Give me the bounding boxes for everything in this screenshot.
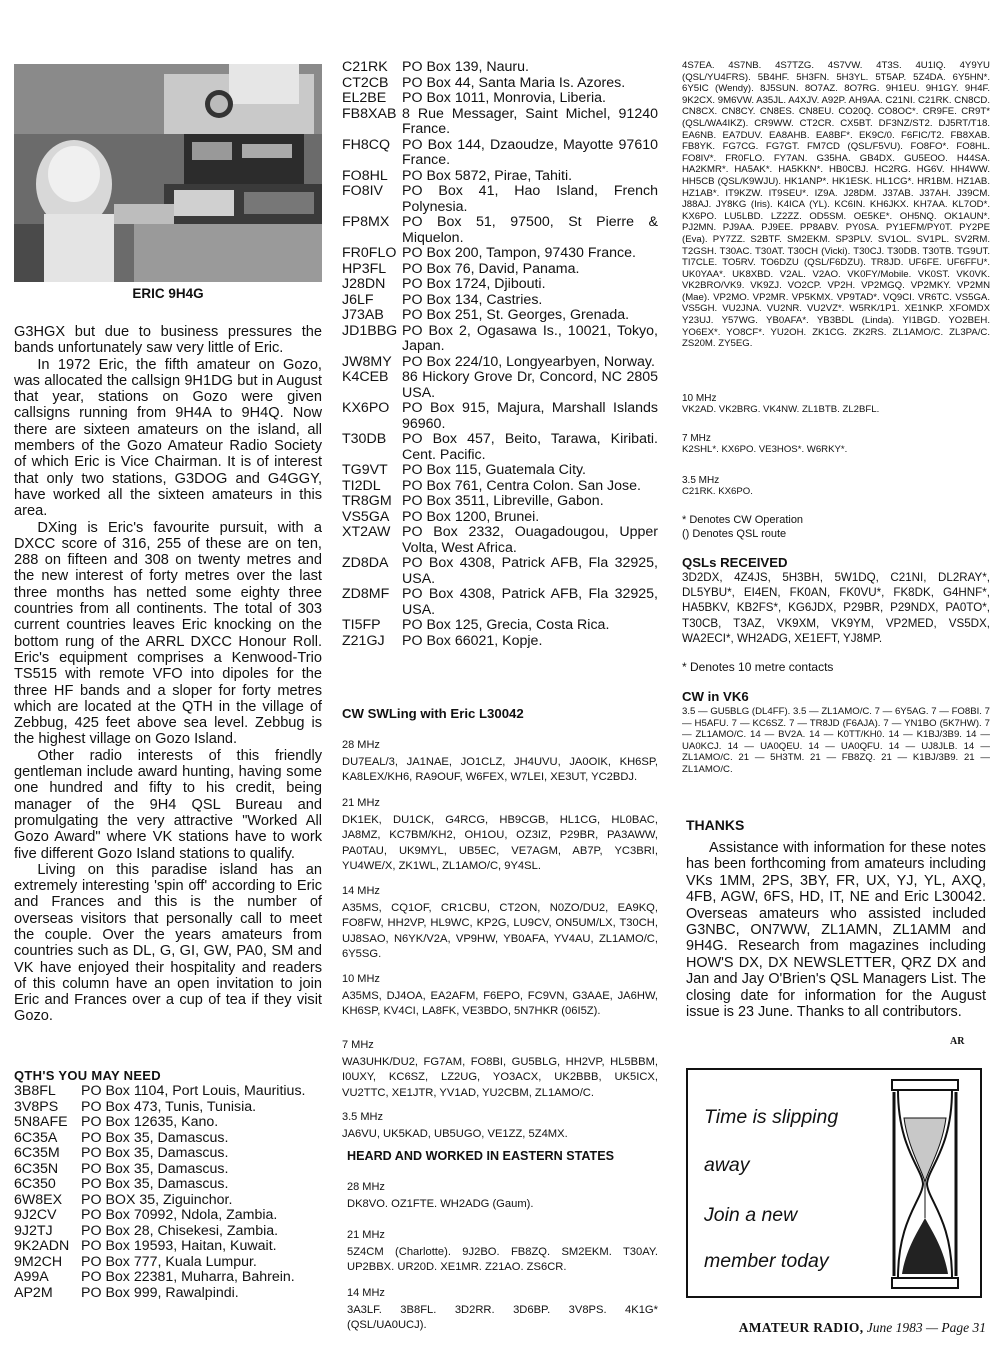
qth-callsign: J6LF bbox=[342, 291, 374, 308]
note-cw: * Denotes CW Operation bbox=[682, 514, 804, 526]
band-label: 3.5 MHz bbox=[342, 1111, 383, 1123]
qth-address: PO Box 999, Rawalpindi. bbox=[81, 1284, 239, 1301]
qth-address: PO Box 251, St. Georges, Grenada. bbox=[402, 307, 630, 323]
qth-address: PO Box 1200, Brunei. bbox=[402, 508, 540, 525]
qth-address: PO Box 3511, Libreville, Gabon. bbox=[402, 493, 604, 509]
qth-address: 8 Rue Messager, Saint Michel, 91240 France. bbox=[402, 105, 658, 137]
qth-row bbox=[342, 277, 658, 293]
qth-callsign: JD1BBG bbox=[342, 322, 398, 339]
band-callsigns: JA6VU, UK5KAD, UB5UGO, VE1ZZ, 5Z4MX. bbox=[342, 1128, 568, 1140]
qth-address: PO Box 2, Ogasawa Is., 10021, Tokyo, Japan. bbox=[402, 322, 658, 354]
qth-row bbox=[342, 479, 658, 495]
note-qsl-route: () Denotes QSL route bbox=[682, 528, 787, 540]
article-paragraph: Living on this paradise island has an extremely interesting 'spin off' according to Eric and Frances and this is the number of overseas visitors that personally call to meet the couple. Over the years amateurs from countries such as DL, G, GI, GW, PA0, SM and VK have enjoyed their hospitality and readers of this column have an open invitation to join Eric and Frances over a cup of tea if they visit Gozo. bbox=[14, 861, 322, 1025]
qth-row bbox=[342, 463, 658, 479]
qth-row bbox=[342, 618, 658, 634]
hourglass-icon bbox=[890, 1078, 960, 1290]
qth-row bbox=[14, 1146, 322, 1162]
heard-heading: HEARD AND WORKED IN EASTERN STATES bbox=[347, 1149, 615, 1163]
band-block bbox=[347, 1180, 658, 1212]
qth-callsign: 9M2CH bbox=[14, 1253, 63, 1270]
band-callsigns: C21RK. KX6PO. bbox=[682, 486, 753, 497]
article-end-sign: AR bbox=[950, 1036, 965, 1047]
qth-row bbox=[14, 1177, 322, 1193]
qth-row bbox=[342, 246, 658, 262]
qth-address: PO Box 76, David, Panama. bbox=[402, 260, 580, 277]
qth-callsign: TR8GM bbox=[342, 493, 392, 509]
qth-row bbox=[14, 1208, 322, 1224]
qth-callsign: Z21GJ bbox=[342, 632, 385, 649]
band-callsigns: DK8VO. OZ1FTE. WH2ADG (Gaum). bbox=[347, 1198, 534, 1210]
qth-row bbox=[342, 91, 658, 107]
band-label: 7 MHz bbox=[682, 433, 711, 444]
qth-callsign: ZD8DA bbox=[342, 555, 389, 571]
qth-row bbox=[342, 60, 658, 76]
qth-row bbox=[14, 1131, 322, 1147]
qth-row bbox=[14, 1239, 322, 1255]
qth-address: PO Box 1104, Port Louis, Mauritius. bbox=[81, 1083, 306, 1099]
qth-address: PO Box 35, Damascus. bbox=[81, 1176, 229, 1192]
band-block bbox=[342, 972, 658, 1020]
qth-address: PO Box 457, Beito, Tarawa, Kiribati. Cent. Pacific. bbox=[402, 431, 658, 463]
swl-heading: CW SWLing with Eric L30042 bbox=[342, 706, 524, 721]
qth-row bbox=[342, 308, 658, 324]
ad-line: away bbox=[704, 1154, 750, 1176]
qth-list-col2 bbox=[342, 60, 658, 649]
qth-row bbox=[342, 169, 658, 185]
qth-callsign: FO8HL bbox=[342, 167, 388, 184]
qth-row bbox=[342, 107, 658, 138]
footer-issue: June 1983 — Page 31 bbox=[866, 1320, 986, 1335]
qth-address: PO Box 19593, Haitan, Kuwait. bbox=[81, 1238, 277, 1254]
qth-row bbox=[342, 184, 658, 215]
qth-address: PO Box 5872, Pirae, Tahiti. bbox=[402, 167, 573, 184]
qth-callsign: XT2AW bbox=[342, 524, 391, 540]
band-label: 14 MHz bbox=[342, 885, 380, 897]
qth-callsign: FP8MX bbox=[342, 214, 390, 230]
qth-address: PO Box 1724, Djibouti. bbox=[402, 276, 546, 292]
qth-callsign: 6C350 bbox=[14, 1176, 56, 1192]
thanks-body bbox=[686, 840, 986, 1020]
qth-address: PO Box 12635, Kano. bbox=[81, 1114, 219, 1130]
qth-row bbox=[342, 634, 658, 650]
qth-address: PO Box 22381, Muharra, Bahrein. bbox=[81, 1269, 295, 1285]
qth-address: PO BOX 35, Ziguinchor. bbox=[81, 1191, 233, 1208]
thanks-heading: THANKS bbox=[686, 817, 745, 833]
qth-address: PO Box 473, Tunis, Tunisia. bbox=[81, 1098, 257, 1115]
qth-row bbox=[342, 556, 658, 587]
qth-callsign: J28DN bbox=[342, 276, 386, 292]
qth-row bbox=[342, 587, 658, 618]
eric-station-photo bbox=[14, 64, 322, 282]
qth-row bbox=[342, 76, 658, 92]
article-paragraph: In 1972 Eric, the fifth amateur on Gozo, was allocated the callsign 9H1DG but in August that year, stations on Gozo were given callsigns running from 9H4A to 9H4Q. Now there are sixteen amateurs on the island, all members of the Gozo Amateur Radio Society of which Eric is Vice Chairman. It is of interest that only two stations, G3DOG and G4GGY, have worked all the sixteen amateurs in this area. bbox=[14, 356, 322, 520]
qth-address: PO Box 144, Dzaoudze, Mayotte 97610 France. bbox=[402, 136, 658, 168]
qth-address: PO Box 35, Damascus. bbox=[81, 1160, 229, 1177]
band-block bbox=[682, 393, 990, 416]
qth-row bbox=[342, 215, 658, 246]
band-label: 7 MHz bbox=[342, 1039, 374, 1051]
band-block bbox=[347, 1286, 658, 1334]
qth-callsign: K4CEB bbox=[342, 369, 389, 385]
band-label: 10 MHz bbox=[682, 393, 717, 404]
qth-row bbox=[14, 1084, 322, 1100]
qth-row bbox=[342, 355, 658, 371]
ad-line: member today bbox=[704, 1250, 829, 1272]
qth-callsign: 6C35N bbox=[14, 1160, 59, 1177]
qth-callsign: 6C35A bbox=[14, 1129, 58, 1146]
band-callsigns: K2SHL*. KX6PO. VE3HOS*. W6RKY*. bbox=[682, 444, 848, 455]
qth-callsign: 9K2ADN bbox=[14, 1238, 70, 1254]
band-block bbox=[342, 1038, 658, 1101]
qth-address: PO Box 139, Nauru. bbox=[402, 59, 529, 75]
qth-row bbox=[342, 432, 658, 463]
photo-caption: ERIC 9H4G bbox=[132, 286, 204, 301]
footer-magazine: AMATEUR RADIO, bbox=[738, 1320, 864, 1335]
qth-callsign: EL2BE bbox=[342, 90, 387, 106]
band-callsigns: VK2AD. VK2BRG. VK4NW. ZL1BTB. ZL2BFL. bbox=[682, 404, 880, 415]
band-block bbox=[342, 796, 658, 875]
qth-address: PO Box 4308, Patrick AFB, Fla 32925, USA. bbox=[402, 555, 658, 587]
qsls-list: 3D2DX, 4Z4JS, 5H3BH, 5W1DQ, C21NI, DL2RAY*, DL5YBU*, EI4EN, FK0AN, FK0VU*, FK8DK, G4HNF*, HA5BKV, KB2FS*, KG6JDX, P29BR, P29NDX, PA0TO*, T30CB, T3AZ, VK9XM, VK9YM, VP2MED, VS5DX, WA2ECI*, WH2ADG, XE1EFT, YJ8MP. bbox=[682, 571, 990, 645]
qth-list-col1 bbox=[14, 1084, 322, 1301]
qth-address: PO Box 224/10, Longyearbyen, Norway. bbox=[402, 353, 655, 370]
qth-address: PO Box 915, Majura, Marshall Islands 96960. bbox=[402, 400, 658, 432]
qth-heading: QTH'S YOU MAY NEED bbox=[14, 1068, 161, 1083]
qth-callsign: 6W8EX bbox=[14, 1191, 63, 1208]
qth-callsign: CT2CB bbox=[342, 74, 389, 91]
qth-callsign: 3B8FL bbox=[14, 1083, 56, 1099]
qth-callsign: 5N8AFE bbox=[14, 1114, 68, 1130]
band-block bbox=[342, 884, 658, 963]
band-label: 10 MHz bbox=[342, 973, 380, 985]
heard-14mhz-continued: 4S7EA. 4S7NB. 4S7TZG. 4S7VW. 4T3S. 4U1IQ. 4Y9YU (QSL/YU4FRS). 5B4HF. 5H3FN. 5H3YL. 5T5AP. 5Z4DA. 6Y5HN*. 6Y5IC (Wendy). 8J5SUN. 8O7AZ. 8O7RG. 9H1EU. 9H1GY. 9H4F. 9K2CX. 9M6VW. A35JL. A4XJV. A92P. AH9AA. C21NI. C21RK. CN8CD. CN8CX. CN8CY. CN8ES. CN8EU. CO20Q. CO8OC*. CR9FE. CR9T* (QSL/WA4IKZ). CR9WW. CT2CR. CX5BT. DF3NZ/ST2. DJ5RT/T18. EA6NB. EA7DUV. EA8AHB. EA8BF*. EK9C/0. F6FIC/T2. FB8XAB. FB8YK. FG7CG. FG7GT. FM7CD (QSL/F5VU). FO8FO*. FO8HL. FO8IV*. FR0FLO. FY7AN. G35HA. GB4DX. GU5EOO. H44SA. HA2KMR*. HA5AK*. HA5KKN*. HB0CBJ. HC2RG. HG6V. HH4WW. HH5CB (QSL/K9WJU). HK1ANP*. HK1ESK. HL1CG*. HR1BM. HZ1AB. HZ1AB*. IT9KZW. IT9SEU*. IZ9A. J28DM. J37AB. J37AH. J39CM. J88AJ. JY8KG (Iris). K4ICA (YL). KC6IN. KH6JKX. KH7AA. KL7OD*. KX6PO. LU5LBD. LZ2ZZ. OD5SM. OE5KE*. OH5NQ. OK1AUN*. PJ2MN. PJ9AA. PJ9EE. PP8ABV. PY0SA. PY1EFM/PY0T. PY2PE (Eva). PY7ZZ. S2BTF. SM2EKM. SP3PLV. SV1OL. SV1PL. SV2RM. T2GSH. T30AC. T30AT. T30CH (Vicki). T30CJ. T30DB. T30TB. TG9UT. TI7CLE. TO5RV. TO6DZU (QSL/F6DZU). TR8JD. UF6FE. UF6FFU*. UK0YAA*. UK8XBD. V2AL. V2AO. VK0FY/Mobile. VK0ST. VK0VK. VK2BRO/VK9. VK9ZJ. VO2CP. VP2H. VP2MGQ. VP2MKY. VP2MN (Mae). VP2MO. VP2MR. VP5KMX. VP9TAD*. VQ9CI. VR6TC. VS5GA. VS5GH. VU2JNA. VU2NR. VU2VZ*. W5RK/1P1. XE1NKP. XFOMDX Y23UJ. Y57WG. YB0AFA*. YB3BDL (Linda). YI1BGD. YO2BEH. YO6EX*. YO8CF*. YU2OH. ZK1CG. ZK2RS. ZL1AMO/C. ZL3PA/C. ZS20M. ZY5EG. bbox=[682, 60, 990, 350]
qth-row bbox=[342, 370, 658, 401]
qth-row bbox=[14, 1224, 322, 1240]
qth-address: PO Box 200, Tampon, 97430 France. bbox=[402, 245, 636, 261]
qth-row bbox=[342, 494, 658, 510]
qth-callsign: KX6PO bbox=[342, 400, 390, 416]
band-callsigns: 5Z4CM (Charlotte). 9J2BO. FB8ZQ. SM2EKM. T30AY. UP2BBX. UR20D. XE1MR. Z21AO. ZS6CR. bbox=[347, 1246, 658, 1274]
qth-callsign: HP3FL bbox=[342, 260, 387, 277]
band-block bbox=[682, 433, 990, 456]
band-block bbox=[682, 475, 990, 498]
qth-callsign: FH8CQ bbox=[342, 136, 391, 153]
article-paragraph: Other radio interests of this friendly gentleman include award hunting, having some one hundred and fifty to his credit, being manager of the 9H4 QSL Bureau and promulgating the very attractive "Worked All Gozo Award" where VK stations have to work five different Gozo Island stations to qualify. bbox=[14, 747, 322, 862]
qth-row bbox=[14, 1115, 322, 1131]
band-label: 21 MHz bbox=[347, 1229, 385, 1241]
qth-callsign: 3V8PS bbox=[14, 1098, 59, 1115]
cwvk6-list: 3.5 — GU5BLG (DL4FF). 3.5 — ZL1AMO/C. 7 — 6Y5AG. 7 — FO8BI. 7 — H5AFU. 7 — KC6SZ. 7 — TR8JD (F6AJA). 7 — YN1BO (5K7HW). 7 — ZL1AMO/C. 14 — BV2A. 14 — K0TT/KH0. 14 — K1BJ/3B9. 14 — UA0KCJ. 14 — UA0QEU. 14 — UA0QFU. 14 — UJ8JLB. 14 — ZL1AMO/C. 21 — 5H3TM. 21 — FB8ZQ. 21 — K1BJ/3B9. 21 — ZL1AMO/C. bbox=[682, 706, 990, 775]
qth-address: PO Box 44, Santa Maria Is. Azores. bbox=[402, 74, 626, 91]
qth-address: PO Box 35, Damascus. bbox=[81, 1129, 229, 1146]
qth-row bbox=[342, 138, 658, 169]
thanks-text: Assistance with information for these notes has been forthcoming from amateurs including VKs 1MM, 2PS, 3BY, FR, UX, YJ, YL, AXQ, 4FB, AGW, 6FS, HD, IT, NE and Eric L30042. Overseas amateurs who assisted included G3NBC, ON7WW, ZL1AMN, ZL1AMM and 9H4G. Research from magazines including HOW'S DX, DX NEWSLETTER, QRZ DX and Jan and Jay O'Brien's QSL Managers List. The closing date for information for the August issue is 23 June. Thanks to all contributors. bbox=[686, 840, 986, 1021]
qth-address: PO Box 125, Grecia, Costa Rica. bbox=[402, 617, 610, 633]
cwvk6-heading: CW in VK6 bbox=[682, 689, 749, 704]
band-block bbox=[342, 738, 658, 786]
qth-row bbox=[342, 510, 658, 526]
qth-row bbox=[14, 1270, 322, 1286]
qth-row bbox=[14, 1193, 322, 1209]
qth-callsign: A99A bbox=[14, 1269, 49, 1285]
qth-callsign: JW8MY bbox=[342, 353, 392, 370]
qth-callsign: FB8XAB bbox=[342, 105, 397, 122]
qth-address: PO Box 115, Guatemala City. bbox=[402, 462, 586, 478]
qth-row bbox=[342, 324, 658, 355]
band-label: 3.5 MHz bbox=[682, 475, 720, 486]
qth-address: PO Box 777, Kuala Lumpur. bbox=[81, 1253, 257, 1270]
qth-callsign: 9J2CV bbox=[14, 1207, 57, 1223]
band-label: 14 MHz bbox=[347, 1287, 385, 1299]
photo-illustration bbox=[14, 64, 322, 282]
qth-callsign: 6C35M bbox=[14, 1145, 60, 1161]
membership-ad bbox=[686, 1068, 982, 1298]
qth-row bbox=[14, 1255, 322, 1271]
article-paragraph: G3HGX but due to business pressures the bands unfortunately saw very little of Eric. bbox=[14, 324, 322, 357]
qth-row bbox=[342, 525, 658, 556]
band-block bbox=[342, 1110, 658, 1142]
qth-address: PO Box 66021, Kopje. bbox=[402, 632, 543, 649]
qth-callsign: TI5FP bbox=[342, 617, 381, 633]
qth-row bbox=[14, 1286, 322, 1302]
qth-address: PO Box 41, Hao Island, French Polynesia. bbox=[402, 183, 658, 215]
band-label: 21 MHz bbox=[342, 797, 380, 809]
page-footer bbox=[739, 1320, 986, 1336]
qth-callsign: TI2DL bbox=[342, 477, 381, 494]
ad-line: Join a new bbox=[704, 1204, 798, 1226]
qth-address: PO Box 70992, Ndola, Zambia. bbox=[81, 1207, 278, 1223]
qth-address: PO Box 35, Damascus. bbox=[81, 1145, 229, 1161]
qth-callsign: T30DB bbox=[342, 431, 387, 447]
band-callsigns: 3A3LF. 3B8FL. 3D2RR. 3D6BP. 3V8PS. 4K1G* (QSL/UA0UCJ). bbox=[347, 1304, 658, 1332]
article-paragraph: DXing is Eric's favourite pursuit, with a DXCC score of 316, 255 of these are on ten, 288 on fifteen and 308 on twenty metres and the new interest of forty metres over the last three months has netted some eighty three countries from all continents. The total of 303 current countries leaves Eric knocking on the bottom rung of the ARRL DXCC Honour Roll. Eric's equipment comprises a Kenwood-Trio TS515 with remote VFO into dipoles for the three HF bands and a sloper for forty metres which are located at the QTH in the village of Zebbug, 425 feet above sea level. Zebbug is the highest village on Gozo Island. bbox=[14, 519, 322, 748]
band-label: 28 MHz bbox=[342, 739, 380, 751]
qth-address: PO Box 1011, Monrovia, Liberia. bbox=[402, 90, 606, 106]
band-block bbox=[347, 1228, 658, 1276]
qth-address: PO Box 761, Centra Colon. San Jose. bbox=[402, 477, 641, 494]
qth-callsign: J73AB bbox=[342, 307, 384, 323]
band-label: 28 MHz bbox=[347, 1181, 385, 1193]
qth-address: PO Box 2332, Ouagadougou, Upper Volta, West Africa. bbox=[402, 524, 658, 556]
qth-callsign: VS5GA bbox=[342, 508, 390, 525]
band-callsigns: DU7EAL/3, JA1NAE, JO1CLZ, JH4UVU, JA0OIK, KH6SP, KA8LEX/KH6, RA9OUF, W6FEX, W7LEI, XE3UT, YC2BDJ. bbox=[342, 756, 658, 784]
qsls-heading: QSLs RECEIVED bbox=[682, 555, 788, 570]
qth-row bbox=[14, 1162, 322, 1178]
ad-line: Time is slipping bbox=[704, 1106, 839, 1128]
qth-row bbox=[14, 1100, 322, 1116]
qth-row bbox=[342, 401, 658, 432]
qth-callsign: FO8IV bbox=[342, 183, 383, 199]
qth-address: PO Box 51, 97500, St Pierre & Miquelon. bbox=[402, 214, 658, 246]
qth-address: PO Box 4308, Patrick AFB, Fla 32925, USA. bbox=[402, 586, 658, 618]
band-callsigns: WA3UHK/DU2, FG7AM, FO8BI, GU5BLG, HH2VP, HL5BBM, I0UXY, KC6SZ, LZ2UG, YO3ACX, UK2BBB, UK5ICX, VU2TTC, XE1JTR, YV1AD, YU2CBM, ZL1AMO/C. bbox=[342, 1056, 658, 1099]
qth-callsign: ZD8MF bbox=[342, 586, 390, 602]
article-body bbox=[14, 324, 322, 1025]
qth-callsign: AP2M bbox=[14, 1284, 53, 1301]
qth-address: PO Box 134, Castries. bbox=[402, 291, 543, 308]
qth-callsign: TG9VT bbox=[342, 462, 388, 478]
qth-callsign: C21RK bbox=[342, 59, 388, 75]
qth-callsign: FR0FLO bbox=[342, 245, 397, 261]
band-callsigns: A35MS, DJ4OA, EA2AFM, F6EPO, FC9VN, G3AAE, JA6HW, KH6SP, KV4CI, LA8FK, VE3BDO, 5N7HKR (06I5Z). bbox=[342, 990, 658, 1018]
qth-address: PO Box 28, Chisekesi, Zambia. bbox=[81, 1222, 279, 1239]
qsls-note: * Denotes 10 metre contacts bbox=[682, 660, 834, 674]
qth-address: 86 Hickory Grove Dr, Concord, NC 2805 USA. bbox=[402, 369, 658, 401]
qth-row bbox=[342, 262, 658, 278]
band-callsigns: A35MS, CQ1OF, CR1CBU, CT2ON, N0ZO/DU2, EA9KQ, FO8FW, HH2VP, HL9WC, KP2G, LU9CV, ON5UM/LX, T30CH, UJ8SAO, N6YK/V2A, VP9HW, YB0AFA, YV4AU, ZL1AMO/C, 6Y5SG. bbox=[342, 902, 658, 961]
qth-callsign: 9J2TJ bbox=[14, 1222, 53, 1239]
qth-row bbox=[342, 293, 658, 309]
band-callsigns: DK1EK, DU1CK, G4RCG, HB9CGB, HL1CG, HL0BAC, JA8MZ, KC7BM/KH2, OH1OU, OZ3IZ, P29BR, PA3AWW, PA0TAU, UK9MYL, UB5EC, VE7AGM, AB7P, YC3BRI, YU4WE/X, ZK1WL, ZL1AMO/C, 9Y4SL. bbox=[342, 814, 658, 873]
